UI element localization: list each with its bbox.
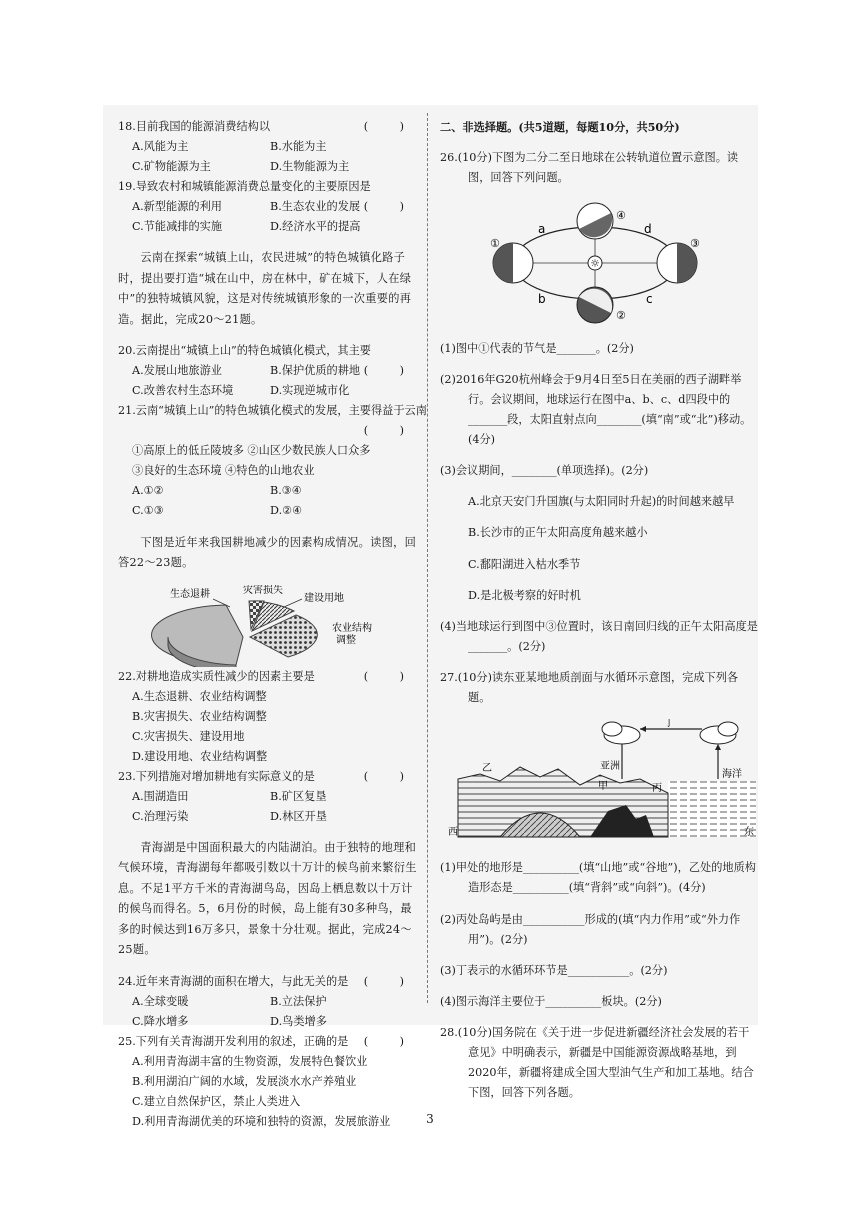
option-b: B.③④ <box>270 484 302 498</box>
svg-text:乙: 乙 <box>482 763 492 775</box>
option-c: C.矿物能源为主 <box>132 160 211 173</box>
right-column <box>440 117 758 1114</box>
question-18: 18.目前我国的能源消费结构以 ( ) <box>118 120 418 133</box>
option-d: D.利用青海湖优美的环境和独特的资源，发展旅游业 <box>132 1115 391 1129</box>
option-c: C.治理污染 <box>132 809 189 823</box>
label-agri-1: 农业结构 <box>332 622 372 634</box>
question-27: 27.(10分)读东亚某地地质剖面与水循环示意图，完成下列各题。 <box>440 671 739 705</box>
option-c: C.建立自然保护区，禁止人类进入 <box>132 1095 301 1109</box>
q21-statement-1: ①高原上的低丘陵坡多 ②山区少数民族人口众多 <box>132 444 371 458</box>
q27-sub-4: (4)图示海洋主要位于__________板块。(2分) <box>440 995 662 1008</box>
option-b: B.保护优质的耕地 <box>270 364 361 378</box>
option-c: C.①③ <box>132 504 164 518</box>
option-a: A.利用青海湖丰富的生物资源，发展特色餐饮业 <box>132 1055 368 1069</box>
question-21: 21.云南“城镇上山”的特色城镇化模式的发展，主要得益于云南 <box>118 404 427 418</box>
option-b: B.立法保护 <box>270 995 327 1009</box>
svg-text:①: ① <box>490 237 500 251</box>
svg-text:④: ④ <box>616 209 626 223</box>
question-25: 25.下列有关青海湖开发利用的叙述，正确的是 ( ) <box>118 1035 418 1049</box>
svg-text:丁: 丁 <box>664 719 674 730</box>
option-d: D.②④ <box>270 504 303 518</box>
option-c: C.改善农村生态环境 <box>132 384 234 398</box>
passage-qinghai: 青海湖是中国面积最大的内陆湖泊。由于独特的地理和气候环境，青海湖每年都吸引数以十万计的候鸟前来繁衍生息。不足1平方千米的青海湖鸟岛，因岛上栖息数以十万计的候鸟而得名。5，6月份的时候，岛上能有30多种鸟，最多的时候达到16万多只，景象十分壮观。据此，完成24～25题。 <box>118 840 417 957</box>
earth-position-4 <box>577 203 613 239</box>
question-20: 20.云南提出“城镇上山”的特色城镇化模式，其主要 ( ) <box>118 344 418 378</box>
option-d: D.林区开垦 <box>270 809 327 823</box>
svg-text:丙: 丙 <box>652 783 662 795</box>
label-agri-2: 调整 <box>336 634 356 646</box>
section-title: 二、非选择题。(共5道题，每题10分，共50分) <box>440 120 680 134</box>
question-18-options <box>118 137 418 177</box>
page-number: 3 <box>426 1112 434 1126</box>
label-build: 建设用地 <box>304 592 344 604</box>
question-24-options <box>118 992 418 1032</box>
q26-sub-2: (2)2016年G20杭州峰会于9月4日至5日在美丽的西子湖畔举行。会议期间，地球运行在图中a、b、c、d四段中的_______段，太阳直射点向________(填“南”或“北”)移动。(4分) <box>440 372 752 446</box>
question-19-options <box>118 197 364 237</box>
q26-option-b: B.长沙市的正午太阳高度角越来越小 <box>468 526 648 540</box>
question-22: 22.对耕地造成实质性减少的因素主要是 ( ) <box>118 669 418 683</box>
option-d: D.经济水平的提高 <box>270 220 361 233</box>
svg-text:d: d <box>644 222 652 237</box>
pie-slice-eco <box>152 605 243 665</box>
option-a: A.新型能源的利用 <box>132 200 222 213</box>
question-23-options <box>118 787 418 827</box>
cloud-icon <box>700 722 738 744</box>
svg-text:a: a <box>538 222 546 237</box>
question-23: 23.下列措施对增加耕地有实际意义的是 ( ) <box>118 769 418 783</box>
option-a: A.围湖造田 <box>132 789 189 803</box>
svg-text:b: b <box>538 292 546 307</box>
question-26: 26.(10分)下图为二分二至日地球在公转轨道位置示意图。读图，回答下列问题。 <box>440 151 739 185</box>
option-b: B.利用湖泊广阔的水域，发展淡水水产养殖业 <box>132 1075 357 1089</box>
option-c: C.降水增多 <box>132 1015 189 1029</box>
question-21-options <box>118 481 418 521</box>
q26-sub-4: (4)当地球运行到图中③位置时，该日南回归线的正午太阳高度是_______。(2分) <box>440 619 758 653</box>
q27-sub-2: (2)丙处岛屿是由___________形成的(填“内力作用”或“外力作用”)。(2分) <box>440 912 741 946</box>
ocean <box>668 781 756 837</box>
intro-22: 下图是近年来我国耕地减少的因素构成情况。读图，回答22～23题。 <box>118 535 417 570</box>
left-column: 18.目前我国的能源消费结构以 ( ) A.风能为主 B.水能为主 C.矿物能源为主 D.生物能源为主 19.导致农村和城镇能源消费总量变化的主要原因是 ( ) A.新型能源的利用 B.生态农业的发展 C.节能减排的实施 D.经济水平的提高 云南在探索“城镇上山，农民进城”的特色城镇化路子时，提出要打造“城在山中，房在林中，矿在城下，人在绿中”的独特城镇风貌，这是对传统城镇形象的一次重要的再造。据此，完成20～21题。 20.云南提出“城镇上山”的特色城镇化模式，其主要 ( ) A.发展山地旅游业 B.保护优质的耕地 C.改善农村生态环境 D.实现逆城市化 21.云南“城镇上山”的特色城镇化模式的发展，主要得益于云南 ( ) ①高原上的低丘陵坡多 ②山区少数民族人口众多 ③良好的生态环境 ④特色的山地农业 A.①② B.③④ C.①③ D.②④ 下图是近年来我国耕地减少的因素构成情况。读图，回答22～23题。 生态退耕 灾害损失 建设用地 农业结构 调整 22.对耕地造成实质性减少的因素主要是 ( ) A.生态退耕、农业结构调整 B.灾害损失、农业结构调整 C.灾害损失、建设用地 D.建设用地、农业结构调整 23.下列措施对增加耕地有实际意义的是 ( ) A.围湖造田 B.矿区复垦 C.治理污染 D.林区开垦 青海湖是中国面积最大的内陆湖泊。由于独特的地理和气候环境，青海湖每年都吸引数以十万计的候鸟前来繁衍生息。不足1平方千米的青海湖鸟岛，因岛上栖息数以十万计的候鸟而得名。5，6月份的时候，岛上能有30多种鸟，最多的时候达到16万多只，景象十分壮观。据此，完成24～25题。 24.近年来青海湖的面积在增大，与此无关的是 ( ) A.全球变暖 B.立法保护 C.降水增多 D.鸟类增多 25.下列有关青海湖开发利用的叙述，正确的是 ( ) A.利用青海湖丰富的生物资源，发展特色餐饮业 B.利用湖泊广阔的水域，发展淡水水产养殖业 C.建立自然保护区，禁止人类进入 D.利用青海湖优美的环境和独特的资源，发展旅游业 <box>118 117 418 1132</box>
column-divider <box>427 113 428 1003</box>
label-eco: 生态退耕 <box>170 588 210 600</box>
option-a: A.发展山地旅游业 <box>132 364 222 378</box>
svg-text:☼: ☼ <box>590 257 600 271</box>
option-b: B.水能为主 <box>270 140 327 153</box>
option-b: B.灾害损失、农业结构调整 <box>132 709 267 723</box>
option-c: C.节能减排的实施 <box>132 220 223 233</box>
svg-text:东: 东 <box>744 827 754 839</box>
option-d: D.建设用地、农业结构调整 <box>132 749 268 763</box>
q27-sub-3: (3)丁表示的水循环环节是___________。(2分) <box>440 963 668 977</box>
option-d: D.鸟类增多 <box>270 1015 327 1029</box>
earth-orbit-diagram <box>440 199 758 327</box>
option-d: D.生物能源为主 <box>270 160 350 173</box>
option-c: C.灾害损失、建设用地 <box>132 729 245 743</box>
label-disaster: 灾害损失 <box>243 584 283 596</box>
geologic-profile-diagram <box>440 719 758 847</box>
question-28: 28.(10分)国务院在《关于进一步促进新疆经济社会发展的若干意见》中明确表示，新疆是中国能源资源战略基地，到2020年，新疆将建成全国大型油气生产和加工基地。结合下图，回答下列各题。 <box>440 1026 754 1100</box>
question-20-options <box>118 361 364 401</box>
option-d: D.实现逆城市化 <box>270 384 350 398</box>
q26-sub-3: (3)会议期间，________(单项选择)。(2分) <box>440 463 649 477</box>
q26-option-c: C.鄱阳湖进入枯水季节 <box>468 557 581 571</box>
option-b: B.生态农业的发展 <box>270 200 361 213</box>
q26-option-d: D.是北极考察的好时机 <box>468 588 581 602</box>
svg-text:甲: 甲 <box>598 781 608 793</box>
q26-option-a: A.北京天安门升国旗(与太阳同时升起)的时间越来越早 <box>468 495 735 509</box>
q21-statement-2: ③良好的生态环境 ④特色的山地农业 <box>132 464 315 478</box>
q26-sub-1: (1)图中①代表的节气是_______。(2分) <box>440 341 634 355</box>
q27-sub-1: (1)甲处的地形是__________(填“山地”或“谷地”)，乙处的地质构造形态是__________(填“背斜”或“向斜”)。(4分) <box>440 861 756 895</box>
option-a: A.风能为主 <box>132 140 189 153</box>
question-24: 24.近年来青海湖的面积在增大，与此无关的是 ( ) <box>118 975 418 989</box>
svg-text:西: 西 <box>448 827 458 839</box>
option-a: A.生态退耕、农业结构调整 <box>132 689 267 703</box>
svg-text:海洋: 海洋 <box>722 769 742 781</box>
farmland-loss-pie-chart <box>118 585 418 667</box>
cloud-icon <box>602 722 640 744</box>
question-19: 19.导致农村和城镇能源消费总量变化的主要原因是 ( ) <box>118 180 418 213</box>
earth-position-2 <box>577 287 613 323</box>
option-a: A.全球变暖 <box>132 995 189 1009</box>
svg-text:②: ② <box>616 309 626 323</box>
passage-yunnan: 云南在探索“城镇上山，农民进城”的特色城镇化路子时，提出要打造“城在山中，房在林中，矿在城下，人在绿中”的独特城镇风貌，这是对传统城镇形象的一次重要的再造。据此，完成20～21题。 <box>118 251 412 326</box>
svg-text:c: c <box>646 292 653 307</box>
svg-text:③: ③ <box>690 237 700 251</box>
svg-text:亚洲: 亚洲 <box>600 761 620 773</box>
option-a: A.①② <box>132 484 164 498</box>
option-b: B.矿区复垦 <box>270 789 327 803</box>
